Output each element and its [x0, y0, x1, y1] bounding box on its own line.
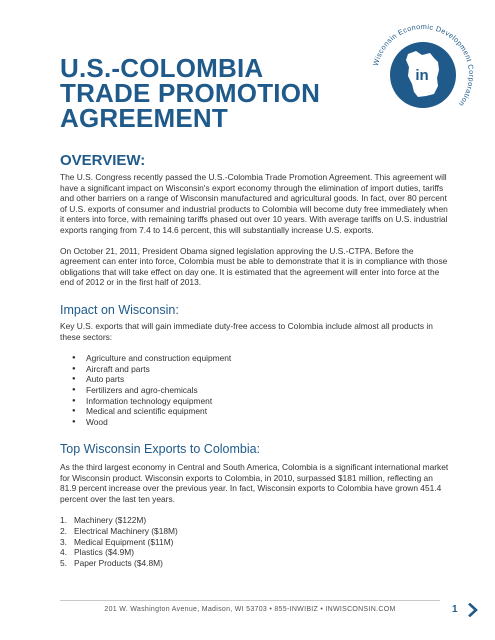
overview-section — [60, 152, 450, 288]
page-number: 1 — [452, 604, 458, 615]
list-number: 2. — [60, 525, 67, 536]
list-item: ● Fertilizers and agro-chemicals — [60, 385, 450, 396]
title-line-2: TRADE PROMOTION — [60, 78, 321, 108]
title-line-1: U.S.-COLOMBIA — [60, 53, 264, 83]
list-item: ● Agriculture and construction equipment — [60, 353, 450, 364]
footer-divider — [60, 600, 440, 601]
list-item — [60, 537, 450, 548]
list-item: ● Wood — [60, 417, 450, 428]
logo-ring-text: Wisconsin Economic Development Corporation — [370, 21, 477, 109]
title-line-3: AGREEMENT — [60, 103, 228, 133]
list-item — [60, 558, 450, 569]
exports-heading: Top Wisconsin Exports to Colombia: — [60, 442, 261, 456]
list-number: 4. — [60, 547, 67, 558]
list-item: ● Medical and scientific equipment — [60, 406, 450, 417]
exports-list — [60, 515, 450, 568]
list-item: ● Auto parts — [60, 374, 450, 385]
impact-section — [60, 303, 450, 427]
impact-heading: Impact on Wisconsin: — [60, 303, 179, 317]
list-text: Paper Products ($4.8M) — [74, 557, 163, 568]
list-text: Medical Equipment ($11M) — [74, 536, 174, 547]
list-item: ● Information technology equipment — [60, 396, 450, 407]
overview-paragraph-2: On October 21, 2011, President Obama signed legislation approving the U.S.-CTPA. Before the agreement can enter into force, Colombia must be able to demonstrate that it is in compliance with those obligations that will take effect on day one. It is estimated that the agreement will enter into force at the end of 2012 or in the first half of 2013. — [60, 245, 448, 288]
exports-intro: As the third largest economy in Central and South America, Colombia is a significant international market for Wisconsin product. Wisconsin exports to Colombia, in 2010, surpassed $181 million, reflecting an 81.9 percent increase over the previous year. In fact, Wisconsin exports to Colombia have grown 451.4 percent over the last ten years. — [60, 462, 449, 504]
impact-sector-list — [60, 353, 450, 427]
document-title — [60, 53, 360, 133]
list-number: 5. — [60, 557, 67, 568]
chevron-right-icon[interactable] — [466, 603, 480, 617]
list-text: Plastics ($4.9M) — [74, 547, 135, 558]
list-number: 1. — [60, 515, 67, 526]
exports-section — [60, 442, 450, 568]
list-item — [60, 515, 450, 526]
logo-mark-text: in — [415, 67, 429, 84]
list-text: Machinery ($122M) — [74, 515, 147, 526]
list-text: Electrical Machinery ($18M) — [74, 525, 178, 536]
overview-heading: OVERVIEW: — [60, 152, 146, 169]
overview-paragraph-1: The U.S. Congress recently passed the U.S.-Colombia Trade Promotion Agreement. This agreement will have a significant impact on Wisconsin's export economy through the elimination of import duties, tariffs and other barriers on a range of Wisconsin manufactured and agricultural goods. In fact, over 80 percent of U.S. exports of consumer and industrial products to Colombia will become duty free immediately when it enters into force, with remaining tariffs phased out over 10 years. With average tariffs on U.S. industrial exports ranging from 7.4 to 14.6 percent, this will substantially increase U.S. exports. — [60, 172, 448, 235]
list-item — [60, 526, 450, 537]
footer-address: 201 W. Washington Avenue, Madison, WI 53703 • 855-INWIBIZ • INWISCONSIN.COM — [104, 606, 396, 613]
list-item — [60, 547, 450, 558]
wedc-logo — [368, 20, 478, 130]
list-number: 3. — [60, 536, 67, 547]
list-item: ● Aircraft and parts — [60, 364, 450, 375]
impact-intro: Key U.S. exports that will gain immediate duty-free access to Colombia include almost all products in these sectors: — [60, 321, 433, 342]
